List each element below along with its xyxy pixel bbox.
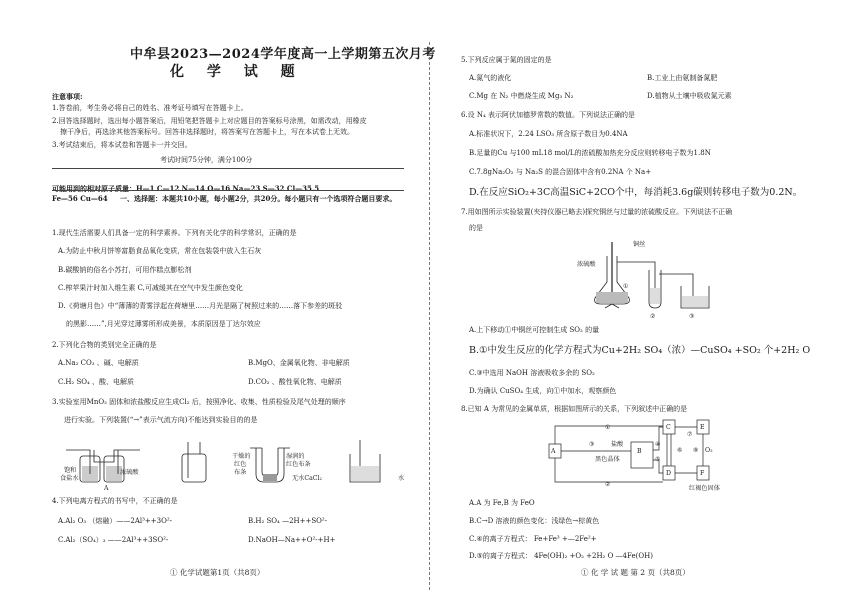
notice-item-1: 1.答卷前，考生务必将自己的姓名、准考证号填写在答题卡上。 xyxy=(52,104,248,112)
q8-num-6: ⑥ xyxy=(677,447,683,454)
q1-option-a: A.为防止中秋月饼等富脂食品氧化变质，常在包装袋中放入生石灰 xyxy=(58,247,262,255)
q3-stem-cont: 进行实验。下列装置(“→”表示气流方向)不能达到实验目的的是 xyxy=(64,416,258,424)
q7-stem: 7.用如图所示实验装置(夹持仪器已略去)探究铜丝与过量的浓硫酸反应。下列说法不正确 xyxy=(461,208,733,216)
q1-option-c: C.榨苹果汁时加入维生素 C,可减缓其在空气中发生颜色变化 xyxy=(58,284,243,292)
q8-num-8: ⑧ xyxy=(693,447,699,454)
q3-label-wet-2: 红色布条 xyxy=(286,461,311,468)
q7-stem-cont: 的是 xyxy=(469,224,483,232)
section-heading: 一、选择题：本题共10小题，每小题2分，共20分。每小题只有一个选项符合题目要求。 xyxy=(120,194,397,203)
q8-num-7: ⑦ xyxy=(687,431,693,438)
exam-subtitle: 化 学 试 题 xyxy=(170,64,304,80)
page-divider xyxy=(429,42,430,590)
notice-heading: 注意事项: xyxy=(52,92,83,101)
page-2 xyxy=(431,0,860,609)
notice-item-2-cont: 擦干净后，再选涂其他答案标号。回答非选择题时，将答案写在答题卡上，写在本试卷上无效。 xyxy=(60,128,354,136)
q5-option-d: D.植物从土壤中吸收氮元素 xyxy=(647,92,732,100)
q1-stem: 1.现代生活需要人们具备一定的科学素养。下列有关化学的科学常识，正确的是 xyxy=(52,229,297,237)
q7-apparatus-figure xyxy=(581,236,731,316)
atomic-masses-2: Fe—56 Cu—64 xyxy=(52,194,108,203)
q8-option-d: D.⑤的离子方程式： 4Fe(OH)₂ +O₂ +2H₂ O —4Fe(OH) xyxy=(469,552,653,560)
q8-box-c: C xyxy=(666,424,671,431)
q5-stem: 5.下列反应属于氮的固定的是 xyxy=(461,56,552,64)
notice-item-3: 3.考试结束后，将本试卷和答题卡一并交回。 xyxy=(52,141,192,149)
q3-label-salt: 饱和 xyxy=(64,467,77,474)
q3-label-dry-3: 布条 xyxy=(234,469,247,476)
q8-num-1: ① xyxy=(605,424,611,431)
q5-option-a: A.氮气的液化 xyxy=(469,74,512,82)
q1-option-b: B.碳酸钠的俗名小苏打，可用作糕点膨松剂 xyxy=(58,266,192,274)
q3-stem: 3.实验室用MnO₂ 固体和浓盐酸反应生成Cl₂ 后，按照净化、收集、性质检验及尾气处理的顺序 xyxy=(52,398,346,406)
q8-num-2: ② xyxy=(605,481,611,488)
separator-mid xyxy=(52,190,404,191)
q3-label-dry-2: 红色 xyxy=(234,461,247,468)
q7-label-copper: 铜丝 xyxy=(633,241,646,248)
q8-option-b: B.C→D 溶液的颜色变化：浅绿色→棕黄色 xyxy=(469,517,600,525)
q8-num-5: ⑤ xyxy=(655,456,661,463)
q7-option-b: B.①中发生反应的化学方程式为Cu+2H₂ SO₄（浓）—CuSO₄ +SO₂ 个+2H₂ O xyxy=(469,345,811,356)
q2-option-a: A.Na₂ CO₃ 、碱、电解质 xyxy=(58,359,139,367)
page-1-footer: ① 化学试题第1页（共8页） xyxy=(170,568,265,577)
separator-top xyxy=(52,168,404,169)
q6-option-d: D.在反应SiO₂+3C高温SiC+2CO个中，每消耗3.6g碳则转移电子数为0.2N。 xyxy=(469,187,803,198)
q8-label-black-crystal: 黑色晶体 xyxy=(595,456,620,463)
q6-option-a: A.标准状况下，2.24 LSO₃ 所含原子数目为0.4NA xyxy=(469,130,628,138)
q3-label-salt-water: 食盐水 xyxy=(60,475,79,482)
q6-option-b: B.足量的Cu 与100 mL18 mol/L的浓硫酸加热充分反应则转移电子数为1.8N xyxy=(469,149,711,157)
q3-label-dry-1: 干燥的 xyxy=(232,453,251,460)
q3-label-a: A xyxy=(104,485,109,492)
q7-label-3: ③ xyxy=(689,313,695,320)
q7-option-c: C.③中选用 NaOH 溶液吸收多余的 SO₂ xyxy=(469,369,595,377)
q7-label-1: ① xyxy=(623,283,629,290)
atomic-masses-1: 可能用到的相对原子质量：H—1 C—12 N—14 O—16 Na—23 S—32 Cl—35.5 xyxy=(52,184,320,193)
q8-box-a: A xyxy=(551,448,556,455)
q4-option-c: C.Al₂（SO₄）₃ ——2Al³++3SO²- xyxy=(58,536,169,544)
q8-num-3: ③ xyxy=(589,441,595,448)
q8-label-red-solid: 红褐色固体 xyxy=(689,485,720,492)
q6-option-c: C.7.8gNa₂O₂ 与 Na₂S 的混合固体中含有0.2NA 个 Na+ xyxy=(469,168,652,176)
q4-option-d: D.NaOH—Na++O²-+H+ xyxy=(248,536,336,544)
q3-label-water: 水 xyxy=(398,475,405,482)
q7-option-a: A.上下移动①中铜丝可控制生成 SO₂ 的量 xyxy=(469,326,600,334)
q3-label-wet-1: 湿润的 xyxy=(286,453,305,460)
exam-time: 考试时间75分钟，满分100分 xyxy=(160,156,253,164)
q5-option-b: B.工业上由氨制备氮肥 xyxy=(647,74,718,82)
q1-option-d: D.《荷塘月色》中“薄薄的青雾浮起在荷塘里……月光是隔了树照过来的……落下参差的斑驳 xyxy=(58,302,343,310)
q8-box-d: D xyxy=(666,470,671,477)
q7-option-d: D.为确认 CuSO₄ 生成，向①中加水，观察颜色 xyxy=(469,387,617,395)
q8-box-b: B xyxy=(637,448,642,455)
q8-box-e: E xyxy=(700,424,705,431)
q8-stem: 8.已知 A 为常见的金属单质，根据如图所示的关系，下列叙述中正确的是 xyxy=(461,405,688,413)
q2-option-d: D.CO₂ 、酸性氧化物、电解质 xyxy=(248,378,342,386)
q8-label-o2: O₂ xyxy=(705,447,713,454)
q4-option-a: A.Al₂ O₃ （熔融）——2Al³++3O²- xyxy=(58,517,173,525)
q5-option-c: C.Mg 在 N₂ 中燃烧生成 Mg₃ N₂ xyxy=(469,92,574,100)
page-2-footer: ① 化 学 试 题 第 2 页（共8页） xyxy=(581,568,690,577)
q6-stem: 6.设 N₄ 表示阿伏加德罗常数的数值。下列说法正确的是 xyxy=(461,111,636,119)
q3-label-cacl2: 无水CaCl₂ xyxy=(292,475,322,482)
q7-label-acid: 浓硫酸 xyxy=(577,261,596,268)
q8-box-f: F xyxy=(700,470,705,477)
notice-item-2: 2.回答选择题时，选出每小题答案后，用铅笔把答题卡上对应题目的答案标号涂黑，如需改动，用橡皮 xyxy=(52,117,367,125)
q1-option-d-cont: 的黑影……”,月光穿过薄雾所形成美景，本质原因是丁达尔效应 xyxy=(66,320,261,328)
exam-title: 中牟县2023—2024学年度高一上学期第五次月考 xyxy=(130,47,436,62)
q7-label-2: ② xyxy=(650,313,656,320)
q4-option-b: B.H₂ SO₄ —2H++SO²- xyxy=(248,517,328,525)
q8-label-hcl: 盐酸 xyxy=(611,441,624,448)
q2-option-c: C.H₂ SO₄ 、酸、电解质 xyxy=(58,378,135,386)
q8-option-a: A.A 为 Fe,B 为 FeO xyxy=(469,499,535,507)
q8-num-4: ④ xyxy=(655,441,661,448)
q8-option-c: C.④的离子方程式： Fe+Fe³ +—2Fe²+ xyxy=(469,535,597,543)
q2-option-b: B.MgO、金属氧化物、非电解质 xyxy=(248,359,350,367)
q3-label-conc-acid: 浓硫酸 xyxy=(120,469,139,476)
q4-stem: 4.下列电离方程式的书写中，不正确的是 xyxy=(52,497,178,505)
q2-stem: 2.下列化合物的类别完全正确的是 xyxy=(52,341,157,349)
